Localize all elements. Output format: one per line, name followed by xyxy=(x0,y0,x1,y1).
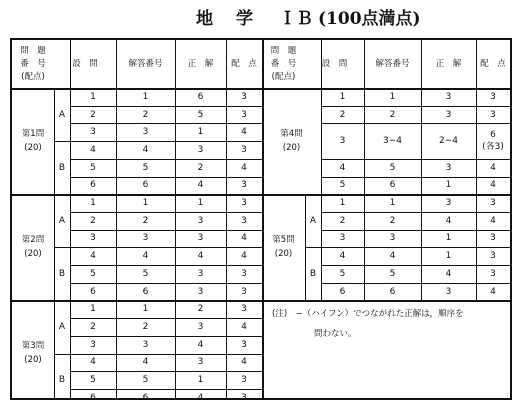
left-q1-seikai-cell: 4 xyxy=(197,180,204,191)
left-q2-section-a: A xyxy=(58,215,66,226)
title-subject: ＩＢ xyxy=(279,9,313,29)
left-q2-kaito-cell: 3 xyxy=(142,233,149,244)
left-q3-haiten-cell: 3 xyxy=(241,304,247,315)
left-q3-setsumon-cell: 3 xyxy=(90,339,96,350)
left-q2-haiten-cell: 3 xyxy=(241,215,247,226)
left-header-haiten: 配 点 xyxy=(231,58,257,69)
left-q3-kaito-cell: 4 xyxy=(142,357,149,368)
left-q2-seikai-cell: 1 xyxy=(197,198,204,209)
right-q4-haiten-cell: 3 xyxy=(490,109,496,120)
table-hline xyxy=(321,159,510,160)
table-hline xyxy=(321,265,510,266)
table-hline xyxy=(12,194,262,196)
right-q5-setsumon-cell: 3 xyxy=(339,233,346,244)
left-q1-setsumon-cell: 3 xyxy=(90,127,96,138)
table-vline xyxy=(421,40,422,300)
question-label: 第2問 xyxy=(21,235,45,246)
left-q3-seikai-cell: 2 xyxy=(197,304,204,315)
table-hline xyxy=(321,283,510,284)
left-q3-kaito-cell: 2 xyxy=(142,321,149,332)
table-hline xyxy=(70,141,262,142)
right-q4-haiten-cell xyxy=(476,123,510,158)
table-vline xyxy=(175,40,176,398)
table-hline xyxy=(70,336,262,337)
table-hline xyxy=(321,247,510,248)
left-q2-kaito-cell: 6 xyxy=(142,286,149,297)
left-q2-kaito-cell: 4 xyxy=(142,251,149,262)
right-q4-haiten-cell: 4 xyxy=(490,162,496,173)
left-q3-seikai-cell: 4 xyxy=(197,339,204,350)
left-q3-seikai-cell: 4 xyxy=(197,392,204,403)
table-hline xyxy=(54,247,70,248)
right-q5-haiten-cell: 4 xyxy=(490,286,496,297)
table-vline xyxy=(116,40,117,398)
table-vline xyxy=(226,40,227,398)
right-q5-setsumon-cell: 6 xyxy=(339,286,346,297)
left-q2-kaito-cell: 5 xyxy=(142,268,149,279)
table-vline xyxy=(54,88,55,398)
left-header-seikai: 正 解 xyxy=(187,58,214,69)
left-q1-label xyxy=(12,88,54,194)
table-hline xyxy=(321,123,510,124)
right-q4-haiten-cell: 4 xyxy=(490,180,496,191)
right-q4-kaito-cell: 2 xyxy=(389,109,396,120)
table-vline xyxy=(476,40,477,300)
table-hline xyxy=(70,123,262,124)
table-vline xyxy=(321,88,322,194)
points-each: (各3) xyxy=(482,142,504,153)
left-q1-seikai-cell: 6 xyxy=(197,91,204,102)
left-q3-seikai-cell: 3 xyxy=(197,321,204,332)
note-line-2: 問わない。 xyxy=(314,329,357,340)
left-q1-seikai-cell: 5 xyxy=(197,109,204,120)
left-q1-seikai-cell: 2 xyxy=(197,162,204,173)
left-q1-haiten-cell: 4 xyxy=(241,162,247,173)
table-hline xyxy=(70,371,262,372)
right-q4-kaito-cell: 6 xyxy=(389,180,396,191)
question-points: (20) xyxy=(24,143,42,154)
left-q1-haiten-cell: 3 xyxy=(241,91,247,102)
right-header-haiten: 配 点 xyxy=(480,58,506,69)
question-points: (20) xyxy=(24,249,42,260)
left-q3-haiten-cell: 3 xyxy=(241,339,247,350)
table-vline xyxy=(321,194,322,300)
left-q2-seikai-cell: 3 xyxy=(197,286,204,297)
question-points: (20) xyxy=(282,143,301,154)
table-hline xyxy=(70,318,262,319)
left-q2-seikai-cell: 3 xyxy=(197,233,204,244)
left-q3-section-b: B xyxy=(58,375,66,386)
title-points: (100点満点) xyxy=(318,9,421,29)
left-q3-seikai-cell: 1 xyxy=(197,375,204,386)
left-q3-seikai-cell: 3 xyxy=(197,357,204,368)
table-hline xyxy=(70,389,262,390)
right-q5-setsumon-cell: 1 xyxy=(339,198,346,209)
table-vline xyxy=(305,194,306,300)
left-q2-haiten-cell: 3 xyxy=(241,286,247,297)
table-hline xyxy=(305,247,321,248)
left-q1-seikai-cell: 1 xyxy=(197,127,204,138)
right-q4-setsumon-cell: 4 xyxy=(339,162,346,173)
question-points: (20) xyxy=(24,355,42,366)
left-q1-section-a: A xyxy=(58,109,66,120)
left-q3-kaito-cell: 1 xyxy=(142,304,149,315)
question-label: 第3問 xyxy=(21,341,45,352)
right-q5-section-a: A xyxy=(309,215,317,226)
left-q2-section-b: B xyxy=(58,268,66,279)
points-value: 6 xyxy=(490,130,496,141)
table-hline xyxy=(321,177,510,178)
header-group-line: 問 題 xyxy=(20,45,46,56)
right-q5-seikai-cell: 4 xyxy=(445,268,452,279)
header-group-line: 番 号 xyxy=(270,58,297,69)
left-q2-kaito-cell: 2 xyxy=(142,215,149,226)
right-q4-kaito-cell: 1 xyxy=(389,91,396,102)
right-q5-haiten-cell: 4 xyxy=(490,215,496,226)
question-points: (20) xyxy=(274,249,293,260)
left-q1-setsumon-cell: 6 xyxy=(90,180,96,191)
right-q4-kaito-cell: 5 xyxy=(389,162,396,173)
table-hline xyxy=(70,177,262,178)
right-q4-seikai-cell: 3 xyxy=(445,162,452,173)
table-hline xyxy=(54,141,70,142)
left-header-group xyxy=(12,40,54,88)
left-q2-setsumon-cell: 6 xyxy=(90,286,96,297)
question-label: 第5問 xyxy=(272,235,295,246)
right-header-seikai: 正 解 xyxy=(435,58,462,69)
right-q5-seikai-cell: 1 xyxy=(445,251,452,262)
left-q1-kaito-cell: 6 xyxy=(142,180,149,191)
left-q3-haiten-cell: 3 xyxy=(241,375,247,386)
table-vline xyxy=(321,40,322,88)
left-q3-setsumon-cell: 6 xyxy=(90,392,96,403)
question-label: 第1問 xyxy=(21,129,45,140)
right-q4-setsumon-cell: 5 xyxy=(339,180,346,191)
right-header-kaito: 解答番号 xyxy=(375,58,410,69)
left-q1-kaito-cell: 5 xyxy=(142,162,149,173)
right-q5-seikai-cell: 3 xyxy=(445,286,452,297)
table-hline xyxy=(70,106,262,107)
left-q1-haiten-cell: 3 xyxy=(241,180,247,191)
left-q2-setsumon-cell: 5 xyxy=(90,268,96,279)
right-q5-setsumon-cell: 4 xyxy=(339,251,346,262)
left-q2-haiten-cell: 4 xyxy=(241,233,247,244)
left-q2-haiten-cell: 4 xyxy=(241,251,247,262)
table-hline xyxy=(70,230,262,231)
left-q2-kaito-cell: 1 xyxy=(142,198,149,209)
title-gaku: 学 xyxy=(236,9,253,29)
table-hline xyxy=(262,300,510,302)
right-header-setsumon: 設 問 xyxy=(321,58,348,69)
left-q3-haiten-cell: 4 xyxy=(241,357,247,368)
table-hline xyxy=(12,300,262,302)
right-q5-seikai-cell: 4 xyxy=(445,215,452,226)
left-q3-section-a: A xyxy=(58,321,66,332)
left-q2-seikai-cell: 3 xyxy=(197,268,204,279)
table-hline xyxy=(70,354,262,355)
left-q1-kaito-cell: 4 xyxy=(142,144,149,155)
left-q2-seikai-cell: 3 xyxy=(197,215,204,226)
header-group-line: (配点) xyxy=(271,71,296,82)
left-header-setsumon: 設 問 xyxy=(72,58,98,69)
question-label: 第4問 xyxy=(280,129,303,140)
right-q4-setsumon-cell: 2 xyxy=(339,109,346,120)
left-q2-setsumon-cell: 3 xyxy=(90,233,96,244)
right-q5-haiten-cell: 3 xyxy=(490,198,496,209)
left-q2-haiten-cell: 3 xyxy=(241,268,247,279)
left-q2-label xyxy=(12,194,54,300)
left-q2-seikai-cell: 4 xyxy=(197,251,204,262)
left-q3-kaito-cell: 3 xyxy=(142,339,149,350)
right-q5-kaito-cell: 6 xyxy=(389,286,396,297)
left-q3-haiten-cell: 4 xyxy=(241,321,247,332)
right-q4-seikai-cell: 3 xyxy=(445,109,452,120)
right-q4-setsumon-cell: 3 xyxy=(339,136,346,147)
table-hline xyxy=(70,212,262,213)
left-q3-setsumon-cell: 2 xyxy=(90,321,96,332)
table-hline xyxy=(321,212,510,213)
table-hline xyxy=(54,354,70,355)
left-q1-kaito-cell: 3 xyxy=(142,127,149,138)
answer-table xyxy=(10,38,512,403)
note-line-1: (注) −（ハイフン）でつながれた正解は，順序を xyxy=(272,309,464,320)
right-q5-section-b: B xyxy=(309,268,317,279)
table-hline xyxy=(321,230,510,231)
right-q5-setsumon-cell: 2 xyxy=(339,215,346,226)
right-q5-kaito-cell: 2 xyxy=(389,215,396,226)
answer-note xyxy=(272,304,508,344)
right-q4-label xyxy=(262,88,321,194)
right-q5-kaito-cell: 1 xyxy=(389,198,396,209)
left-header-kaito: 解答番号 xyxy=(128,58,163,69)
left-q3-setsumon-cell: 5 xyxy=(90,375,96,386)
right-q5-seikai-cell: 1 xyxy=(445,233,452,244)
left-q2-haiten-cell: 3 xyxy=(241,198,247,209)
header-group-line: 問 題 xyxy=(270,45,297,56)
left-q3-kaito-cell: 5 xyxy=(142,375,149,386)
left-q1-setsumon-cell: 2 xyxy=(90,109,96,120)
left-q1-haiten-cell: 3 xyxy=(241,144,247,155)
title-chi: 地 xyxy=(196,9,213,29)
table-hline xyxy=(70,159,262,160)
left-q2-setsumon-cell: 1 xyxy=(90,198,96,209)
left-q3-haiten-cell: 3 xyxy=(241,392,247,403)
left-q1-setsumon-cell: 1 xyxy=(90,91,96,102)
left-q1-haiten-cell: 3 xyxy=(241,109,247,120)
right-q5-haiten-cell: 3 xyxy=(490,251,496,262)
left-q1-setsumon-cell: 5 xyxy=(90,162,96,173)
left-q1-seikai-cell: 3 xyxy=(197,144,204,155)
right-q5-label xyxy=(262,194,305,300)
left-q1-setsumon-cell: 4 xyxy=(90,144,96,155)
table-hline xyxy=(70,247,262,248)
left-q3-setsumon-cell: 1 xyxy=(90,304,96,315)
table-hline xyxy=(321,106,510,107)
left-q3-setsumon-cell: 4 xyxy=(90,357,96,368)
right-q4-haiten-cell: 3 xyxy=(490,91,496,102)
right-q5-seikai-cell: 3 xyxy=(445,198,452,209)
left-q1-kaito-cell: 2 xyxy=(142,109,149,120)
right-q4-setsumon-cell: 1 xyxy=(339,91,346,102)
left-q2-setsumon-cell: 4 xyxy=(90,251,96,262)
left-q1-haiten-cell: 4 xyxy=(241,127,247,138)
left-q3-label xyxy=(12,300,54,406)
right-q4-seikai-cell: 3 xyxy=(445,91,452,102)
right-q4-seikai-cell: 1 xyxy=(445,180,452,191)
right-q5-haiten-cell: 3 xyxy=(490,268,496,279)
left-q2-setsumon-cell: 2 xyxy=(90,215,96,226)
left-q1-section-b: B xyxy=(58,162,66,173)
right-header-group xyxy=(262,40,305,88)
left-q3-kaito-cell: 6 xyxy=(142,392,149,403)
right-q5-kaito-cell: 4 xyxy=(389,251,396,262)
table-hline xyxy=(70,283,262,284)
table-vline xyxy=(70,40,71,398)
right-q5-setsumon-cell: 5 xyxy=(339,268,346,279)
right-q5-kaito-cell: 3 xyxy=(389,233,396,244)
header-group-line: 番 号 xyxy=(20,58,46,69)
right-q5-haiten-cell: 3 xyxy=(490,233,496,244)
table-hline xyxy=(70,265,262,266)
right-q5-kaito-cell: 5 xyxy=(389,268,396,279)
right-q4-kaito-cell: 3−4 xyxy=(383,136,402,147)
left-q1-kaito-cell: 1 xyxy=(142,91,149,102)
page-title xyxy=(0,4,520,30)
header-group-line: (配点) xyxy=(21,71,45,82)
table-vline xyxy=(364,40,365,300)
right-q4-seikai-cell: 2−4 xyxy=(439,136,458,147)
